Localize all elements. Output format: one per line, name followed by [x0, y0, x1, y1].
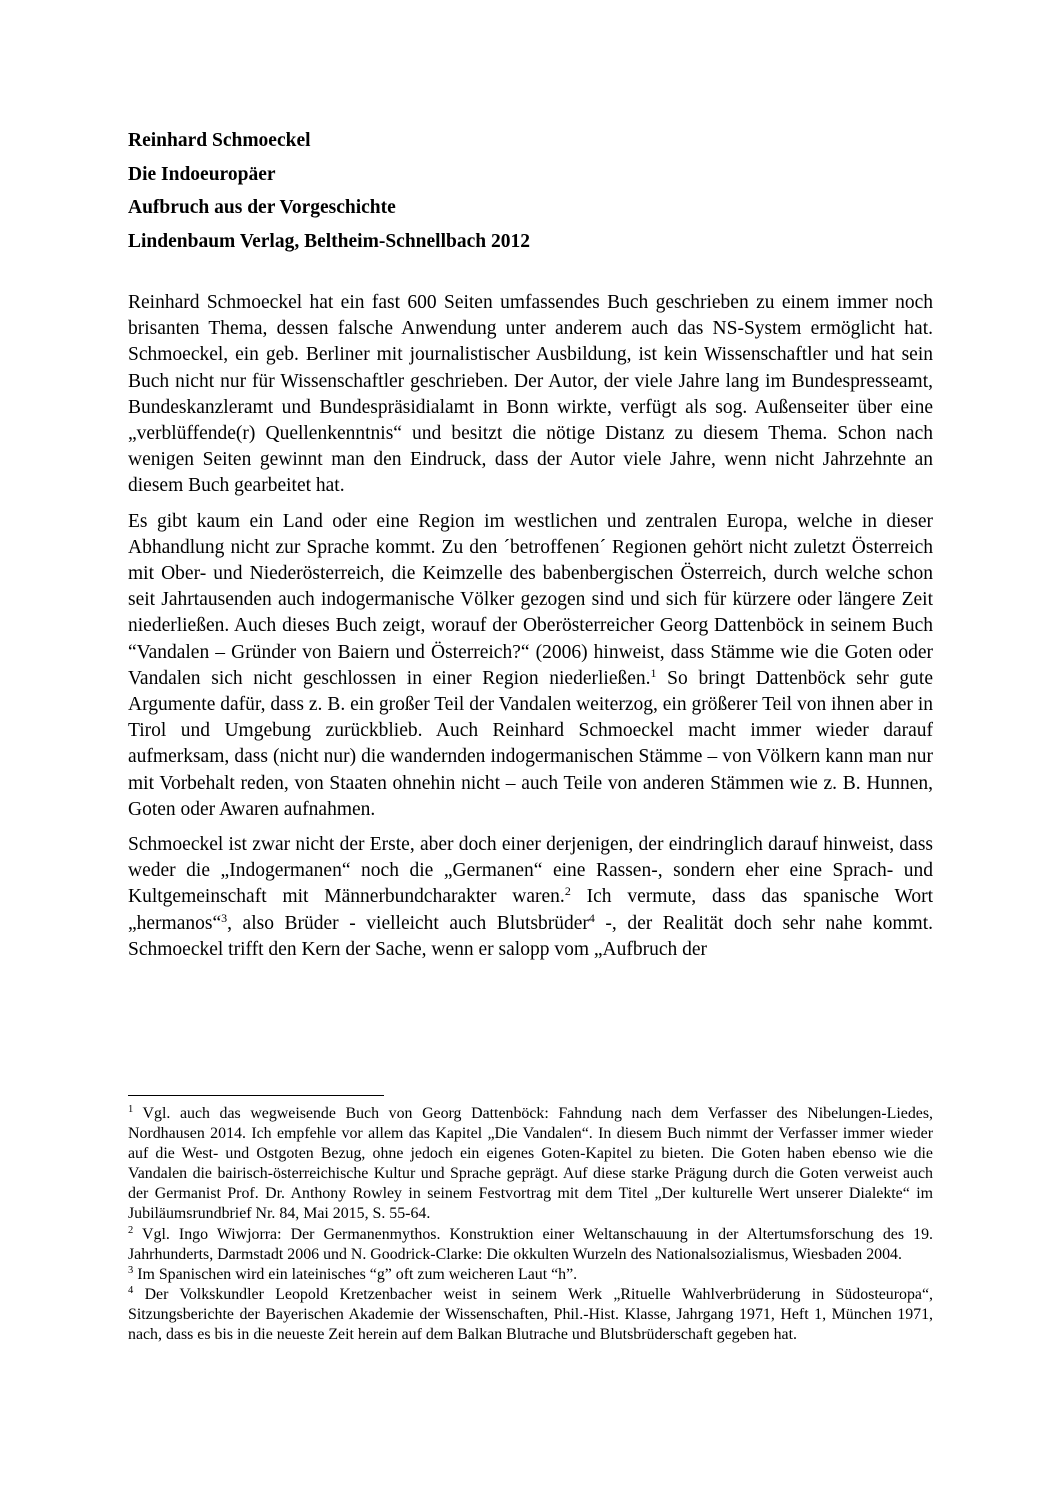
footnote-ref-3[interactable]: 3 — [221, 910, 228, 925]
footnote-mark-4: 4 — [128, 1284, 134, 1296]
footnote-mark-1: 1 — [128, 1104, 134, 1115]
book-publisher: Lindenbaum Verlag, Beltheim-Schnellbach 2012 — [128, 230, 530, 252]
paragraph-3-text-c: , also Brüder - vielleicht auch Blutsbrüder — [227, 912, 589, 934]
footnote-4 — [128, 1285, 933, 1345]
footnote-text-3: Im Spanischen wird ein lateinisches “g” oft zum weicheren Laut “h”. — [133, 1265, 578, 1283]
paragraph-3 — [128, 832, 933, 963]
footnote-ref-2[interactable]: 2 — [564, 884, 571, 899]
paragraph-3-text-d: -, der Realität doch sehr nahe kommt. Schmoeckel trifft den Kern der Sache, wenn er salopp vom „Aufbruch der — [128, 912, 933, 960]
paragraph-2-text-a: Es gibt kaum ein Land oder eine Region im westlichen und zentralen Europa, welche in dieser Abhandlung nicht zur Sprache kommt. Zu den ´betroffenen´ Regionen gehört nicht zuletzt Österreich mit Ober- und Niederösterreich, die Keimzelle des babenbergischen Österreich, durch welche schon seit Jahrtausenden auch indogermanische Völker gezogen sind und sich für kürzere oder längere Zeit niederließen. Auch dieses Buch zeigt, worauf der Oberösterreicher Georg Dattenböck in seinem Buch “Vandalen – Gründer von Baiern und Österreich?“ (2006) hinweist, dass Stämme wie die Goten oder Vandalen sich nicht geschlossen in einer Region niederließen. — [128, 510, 933, 689]
footnote-3 — [128, 1265, 933, 1285]
footnote-ref-1[interactable]: 1 — [650, 665, 657, 680]
paragraph-1: Reinhard Schmoeckel hat ein fast 600 Seiten umfassendes Buch geschrieben zu einem immer noch brisanten Thema, dessen falsche Anwendung unter anderem auch das NS-System ermöglicht hat. Schmoeckel, ein geb. Berliner mit journalistischer Ausbildung, ist kein Wissenschaftler und hat sein Buch nicht nur für Wissenschaftler geschrieben. Der Autor, der viele Jahre lang im Bundespresseamt, Bundeskanzleramt und Bundespräsidialamt in Bonn wirkte, verfügt als sog. Außenseiter über eine „verblüffende(r) Quellenkenntnis“ und besitzt die nötige Distanz zu diesem Thema. Schon nach wenigen Seiten gewinnt man den Eindruck, dass der Autor viele Jahre, wenn nicht Jahrzehnte an diesem Buch gearbeitet hat. — [128, 292, 933, 497]
paragraph-3-text-a: Schmoeckel ist zwar nicht der Erste, aber doch einer derjenigen, der eindringlich darauf hinweist, dass weder die „Indogermanen“ noch die „Germanen“ eine Rassen-, sondern eher eine Sprach- und Kultgemeinschaft mit Männerbundcharakter waren. — [128, 834, 933, 908]
footnote-2 — [128, 1225, 933, 1265]
review-body — [128, 290, 933, 972]
paragraph-2-text-b: So bringt Dattenböck sehr gute Argumente dafür, dass z. B. ein großer Teil der Vandalen weiterzog, ein größerer Teil von ihnen aber in Tirol und Umgebung zurückblieb. Auch Reinhard Schmoeckel macht immer wieder darauf aufmerksam, dass (nicht nur) die wandernden indogermanischen Stämme – von Völkern kann man nur mit Vorbehalt reden, von Staaten ohnehin nicht – auch Teile von anderen Stämmen wie z. B. Hunnen, Goten oder Awaren aufnahmen. — [128, 667, 933, 820]
footnote-text-2: Vgl. Ingo Wiwjorra: Der Germanenmythos. Konstruktion einer Weltanschauung in der Altertumsforschung des 19. Jahrhunderts, Darmstadt 2006 und N. Goodrick-Clarke: Die okkulten Wurzeln des Nationalsozialismus, Wiesbaden 2004. — [128, 1225, 933, 1263]
book-subtitle: Aufbruch aus der Vorgeschichte — [128, 197, 396, 218]
book-author: Reinhard Schmoeckel — [128, 130, 311, 151]
footnotes — [128, 1104, 933, 1345]
footnote-mark-3: 3 — [128, 1264, 134, 1276]
footnote-separator — [128, 1095, 384, 1096]
paragraph-3-text-b: Ich vermute, dass das spanische Wort „hermanos“ — [128, 886, 934, 934]
book-title: Die Indoeuropäer — [128, 163, 276, 185]
footnote-text-4: Der Volkskundler Leopold Kretzenbacher weist in seinem Werk „Rituelle Wahlverbrüderung in Südosteuropa“, Sitzungsberichte der Bayerischen Akademie der Wissenschaften, Phil.-Hist. Klasse, Jahrgang 1971, Heft 1, München 1971, nach, dass es bis in die neueste Zeit herein auf dem Balkan Blutrache und Blutsbrüderschaft gegeben hat. — [128, 1285, 933, 1344]
footnote-mark-2: 2 — [128, 1224, 134, 1236]
paragraph-2 — [128, 509, 933, 823]
footnote-text-1: Vgl. auch das wegweisende Buch von Georg Dattenböck: Fahndung nach dem Verfasser des Nibelungen-Liedes, Nordhausen 2014. Ich empfehle vor allem das Kapitel „Die Vandalen“. In diesem Buch nimmt der Verfasser immer wieder auf die West- und Ostgoten Bezug, ohne jedoch ein eigenes Goten-Kapitel zu bieten. Die Goten haben ebenso wie die Vandalen die bairisch-österreichische Kultur und Sprache geprägt. Auf diese starke Prägung durch die Goten verweist auch der Germanist Prof. Dr. Anthony Rowley in seinem Festvortrag mit dem Titel „Der kulturelle Wert unserer Dialekte“ im Jubiläumsrundbrief Nr. 84, Mai 2015, S. 55-64. — [128, 1105, 933, 1223]
book-header — [128, 124, 948, 258]
footnote-1 — [128, 1104, 933, 1225]
footnote-ref-4[interactable]: 4 — [588, 910, 595, 925]
